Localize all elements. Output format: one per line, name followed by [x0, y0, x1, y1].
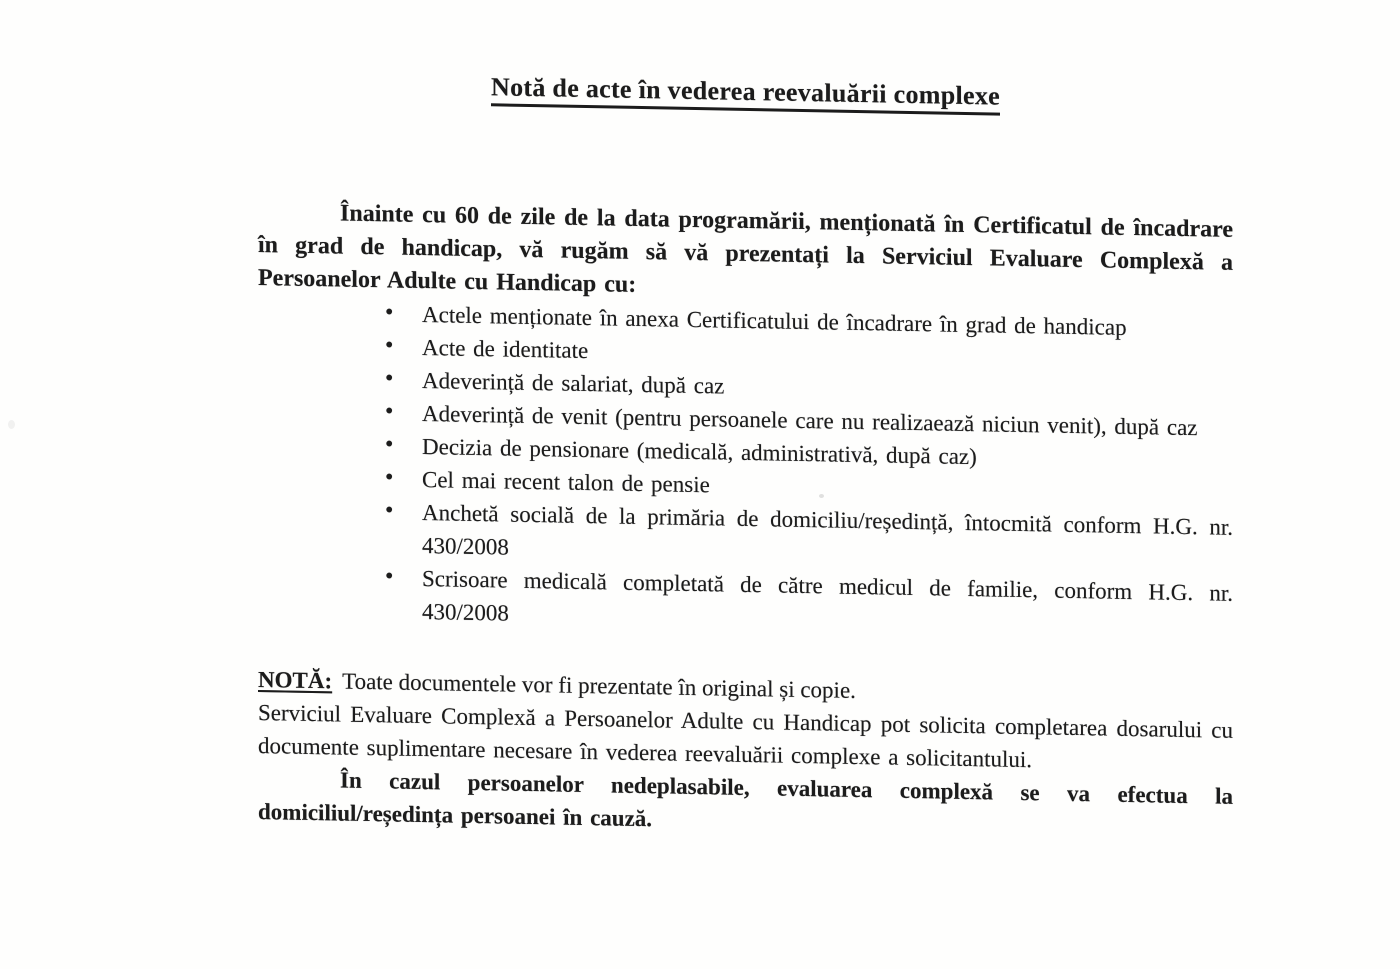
list-item-text: Adeverință de salariat, după caz	[422, 368, 725, 399]
list-item-text: Actele menționate în anexa Certificatului de încadrare în grad de handicap	[422, 302, 1127, 340]
bullet-icon: •	[385, 497, 394, 524]
bullet-icon: •	[385, 299, 394, 326]
list-item-text: Cel mai recent talon de pensie	[422, 467, 710, 498]
bullet-icon: •	[385, 398, 394, 425]
document-content	[258, 66, 1233, 846]
list-item-text: Adeverință de venit (pentru persoanele care nu realizaează niciun venit), după caz	[422, 401, 1198, 441]
note-line1-text: Toate documentele vor fi prezentate în original și copie.	[342, 668, 856, 703]
required-documents-list	[258, 295, 1233, 643]
note-section	[258, 663, 1233, 780]
bullet-icon: •	[385, 464, 394, 491]
list-item-text: Anchetă socială de la primăria de domiciliu/reședință, întocmită conform H.G. nr. 430/2008	[422, 500, 1233, 560]
bullet-icon: •	[385, 431, 394, 458]
closing-paragraph: În cazul persoanelor nedeplasabile, evaluarea complexă se va efectua la domiciliul/reședința persoanei în cauză.	[258, 767, 1233, 832]
note-body-paragraph: Serviciul Evaluare Complexă a Persoanelor Adulte cu Handicap pot solicita completarea dosarului cu documente suplimentare necesare în vederea reevaluării complexe a solicitantului.	[258, 700, 1233, 773]
bullet-icon: •	[385, 332, 394, 359]
list-item-text: Decizia de pensionare (medicală, administrativă, după caz)	[422, 434, 977, 470]
list-item-text: Scrisoare medicală completată de către medicul de familie, conform H.G. nr. 430/2008	[422, 566, 1233, 626]
bullet-icon: •	[385, 563, 394, 590]
list-item-text: Acte de identitate	[422, 335, 589, 364]
note-label: NOTĂ:	[258, 667, 333, 694]
scan-speck	[8, 420, 15, 429]
page-title-text: Notă de acte în vederea reevaluării complexe	[491, 72, 1000, 115]
intro-paragraph: Înainte cu 60 de zile de la data programării, menționată în Certificatul de încadrare în grad de handicap, vă rugăm să vă prezentați la Serviciul Evaluare Complexă a Persoanelor Adulte cu Handicap cu:	[258, 200, 1233, 298]
bullet-icon: •	[385, 365, 394, 392]
page-title	[258, 66, 1233, 118]
